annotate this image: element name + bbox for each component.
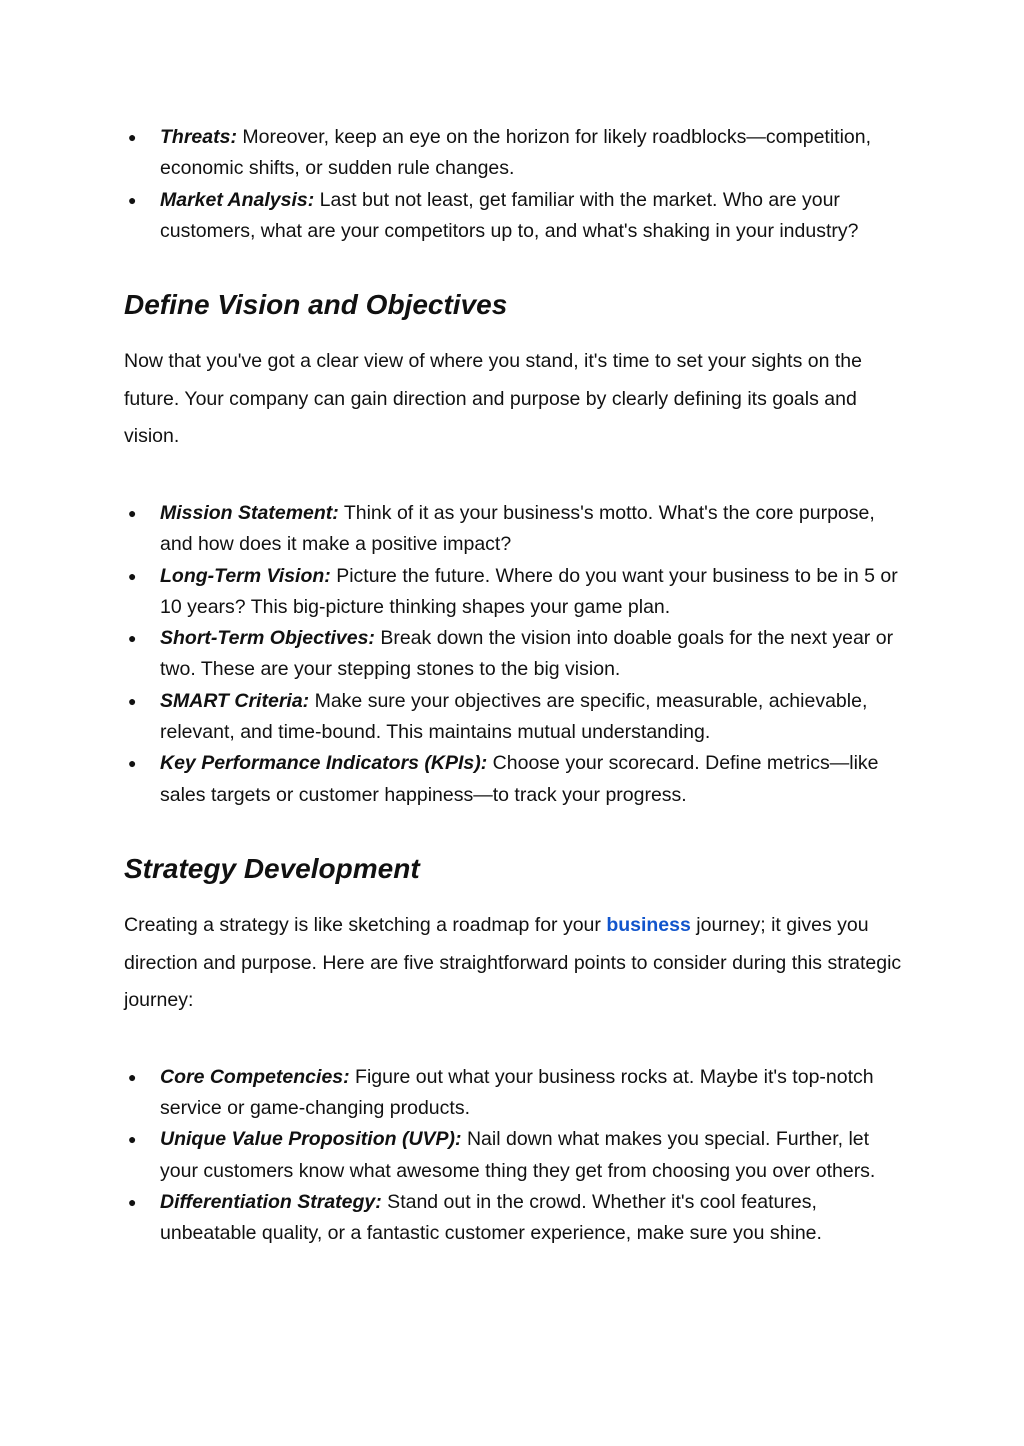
top-bullet-list	[124, 122, 904, 247]
list-item-term: SMART Criteria:	[160, 689, 310, 712]
bullet-icon: ●	[128, 630, 137, 647]
list-item-term: Differentiation Strategy:	[160, 1190, 382, 1213]
strategy-intro-paragraph	[124, 907, 904, 1020]
list-item-term: Mission Statement:	[160, 501, 339, 524]
bullet-icon: ●	[128, 755, 137, 772]
list-item-text: Picture the future. Where do you want your business to be in 5 or 10 years? This big-picture thinking shapes your game plan.	[160, 564, 898, 618]
bullet-icon: ●	[128, 1068, 137, 1085]
bullet-icon: ●	[128, 191, 137, 208]
list-item-mission-statement	[124, 498, 904, 561]
list-item-kpis	[124, 748, 904, 811]
list-item-term: Core Competencies:	[160, 1065, 350, 1088]
list-item-short-term-objectives	[124, 623, 904, 686]
heading-define-vision: Define Vision and Objectives	[124, 289, 508, 321]
list-item-text: Make sure your objectives are specific, measurable, achievable, relevant, and time-bound. This maintains mutual understanding.	[160, 689, 868, 744]
list-item-term: Unique Value Proposition (UVP):	[160, 1128, 462, 1151]
list-item-uvp	[124, 1124, 904, 1187]
list-item-term: Long-Term Vision:	[160, 564, 331, 587]
list-item-core-competencies	[124, 1062, 904, 1125]
list-item-text: Last but not least, get familiar with the market. Who are your customers, what are your competitors up to, and what's shaking in your industry?	[160, 188, 859, 242]
list-item-market-analysis	[124, 185, 904, 248]
heading-strategy-development: Strategy Development	[124, 852, 420, 884]
vision-intro-paragraph: Now that you've got a clear view of where you stand, it's time to set your sights on the future. Your company can gain direction and purpose by clearly defining its goals and vision.	[124, 350, 862, 448]
list-item-long-term-vision	[124, 561, 904, 624]
list-item-text: Think of it as your business's motto. What's the core purpose, and how does it make a positive impact?	[160, 501, 875, 556]
list-item-term: Threats:	[160, 126, 237, 148]
bullet-icon: ●	[128, 692, 137, 709]
list-item-text: Stand out in the crowd. Whether it's cool features, unbeatable quality, or a fantastic customer experience, make sure you shine.	[160, 1190, 822, 1245]
document-page	[124, 122, 904, 1250]
list-item-text: Break down the vision into doable goals for the next year or two. These are your stepping stones to the big vision.	[160, 627, 894, 681]
business-link[interactable]: business	[606, 913, 691, 936]
list-item-term: Key Performance Indicators (KPIs):	[160, 752, 488, 775]
list-item-threats	[124, 122, 904, 185]
list-item-smart-criteria	[124, 686, 904, 749]
list-item-text: Choose your scorecard. Define metrics—like sales targets or customer happiness—to track your progress.	[160, 752, 879, 806]
bullet-icon: ●	[128, 567, 137, 584]
strategy-intro-before: Creating a strategy is like sketching a roadmap for your	[124, 913, 607, 936]
bullet-icon: ●	[128, 129, 137, 145]
vision-bullet-list	[124, 498, 904, 811]
bullet-icon: ●	[128, 504, 137, 521]
bullet-icon: ●	[128, 1131, 137, 1148]
list-item-text: Nail down what makes you special. Further, let your customers know what awesome thing they get from choosing you over others.	[160, 1128, 876, 1182]
list-item-differentiation-strategy	[124, 1187, 904, 1250]
list-item-text: Figure out what your business rocks at. Maybe it's top-notch service or game-changing products.	[160, 1065, 874, 1120]
list-item-term: Short-Term Objectives:	[160, 627, 375, 650]
bullet-icon: ●	[128, 1193, 137, 1210]
strategy-intro-after: journey; it gives you direction and purpose. Here are five straightforward points to consider during this strategic journey:	[124, 913, 902, 1012]
strategy-bullet-list	[124, 1062, 904, 1250]
list-item-term: Market Analysis:	[160, 188, 315, 211]
list-item-text: Moreover, keep an eye on the horizon for likely roadblocks—competition, economic shifts, or sudden rule changes.	[160, 126, 872, 180]
